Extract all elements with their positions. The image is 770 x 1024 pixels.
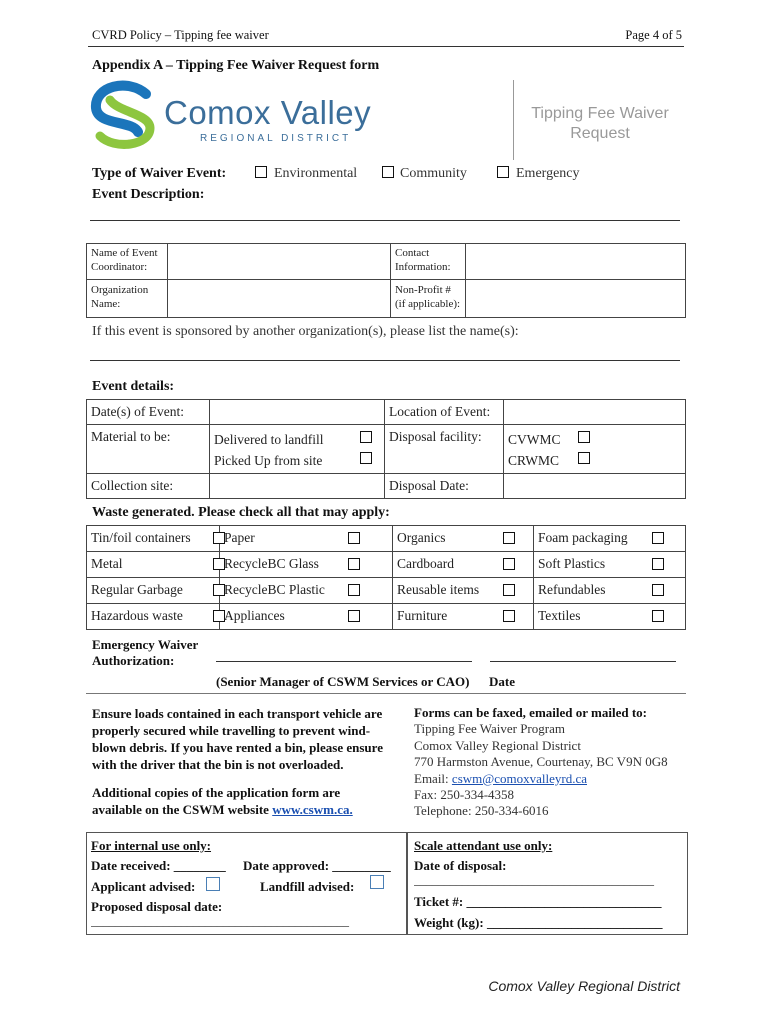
organization-label: Organization Name: bbox=[87, 280, 168, 318]
authorization-signature-line[interactable] bbox=[216, 661, 472, 662]
waste-table bbox=[86, 525, 686, 630]
collection-site-field[interactable] bbox=[210, 474, 385, 499]
waste-item bbox=[534, 604, 686, 630]
waste-item bbox=[87, 578, 220, 604]
form-title: Tipping Fee Waiver Request bbox=[531, 105, 669, 142]
waste-item bbox=[534, 552, 686, 578]
event-description-label: Event Description: bbox=[92, 187, 205, 202]
waste-item bbox=[87, 604, 220, 630]
coordinator-table bbox=[86, 243, 686, 318]
waste-item bbox=[87, 526, 220, 552]
facility-options: CVWMC CRWMC bbox=[504, 425, 686, 474]
weight-field[interactable]: Weight (kg): ___________________________ bbox=[414, 915, 663, 930]
waste-item-label: Regular Garbage bbox=[91, 582, 183, 597]
appendix-title: Appendix A – Tipping Fee Waiver Request form bbox=[92, 58, 380, 73]
internal-heading: For internal use only: bbox=[91, 838, 212, 853]
waste-item-label: Reusable items bbox=[397, 582, 480, 597]
waste-item-label: Furniture bbox=[397, 608, 448, 623]
waste-item bbox=[220, 578, 393, 604]
organization-field[interactable] bbox=[168, 280, 391, 318]
nonprofit-label: Non-Profit # (if applicable): bbox=[391, 280, 466, 318]
logo-swirl-icon bbox=[88, 80, 158, 150]
material-options: Delivered to landfill Picked Up from site bbox=[210, 425, 385, 474]
contact-heading: Forms can be faxed, emailed or mailed to: bbox=[414, 705, 647, 720]
applicant-advised-checkbox[interactable] bbox=[206, 877, 220, 891]
waste-item-checkbox[interactable] bbox=[348, 532, 360, 544]
cvwmc-checkbox[interactable] bbox=[578, 431, 590, 443]
waste-item bbox=[534, 578, 686, 604]
delivered-checkbox[interactable] bbox=[360, 431, 372, 443]
collection-site-label: Collection site: bbox=[87, 474, 210, 499]
website-link[interactable]: www.cswm.ca. bbox=[272, 802, 353, 817]
waste-item-label: Appliances bbox=[224, 608, 285, 623]
location-label: Location of Event: bbox=[385, 400, 504, 425]
environmental-label: Environmental bbox=[274, 166, 358, 181]
contact-label: Contact Information: bbox=[391, 244, 466, 280]
waste-item-label: Cardboard bbox=[397, 556, 454, 571]
date-of-disposal-label: Date of disposal: bbox=[414, 858, 507, 873]
material-label: Material to be: bbox=[87, 425, 210, 474]
contact-field[interactable] bbox=[466, 244, 686, 280]
disposal-date-field[interactable] bbox=[504, 474, 686, 499]
header-left: CVRD Policy – Tipping fee waiver bbox=[92, 28, 269, 42]
waste-item bbox=[393, 526, 534, 552]
header-right: Page 4 of 5 bbox=[625, 28, 682, 42]
waste-item bbox=[393, 578, 534, 604]
community-checkbox[interactable] bbox=[382, 166, 394, 178]
coordinator-label: Name of Event Coordinator: bbox=[87, 244, 168, 280]
waste-item-label: Hazardous waste bbox=[91, 608, 183, 623]
waste-item bbox=[393, 604, 534, 630]
event-description-line[interactable] bbox=[90, 220, 680, 221]
authorization-signer: (Senior Manager of CSWM Services or CAO) bbox=[216, 674, 470, 689]
email-link[interactable]: cswm@comoxvalleyrd.ca bbox=[451, 770, 587, 786]
waste-item-label: Refundables bbox=[538, 582, 606, 597]
waste-item-label: RecycleBC Plastic bbox=[224, 582, 325, 597]
emergency-label: Emergency bbox=[516, 166, 580, 181]
ticket-field[interactable]: Ticket #: ______________________________ bbox=[414, 894, 662, 909]
cvrd-logo bbox=[88, 80, 388, 152]
date-of-disposal-line[interactable]: ________________________________________ bbox=[414, 873, 654, 887]
coordinator-field[interactable] bbox=[168, 244, 391, 280]
waste-item-checkbox[interactable] bbox=[348, 558, 360, 570]
waste-item-checkbox[interactable] bbox=[503, 532, 515, 544]
waste-item-label: Metal bbox=[91, 556, 123, 571]
logo-name: Comox Valley bbox=[164, 94, 372, 131]
date-approved[interactable]: Date approved: _________ bbox=[243, 858, 391, 873]
waste-item-label: Paper bbox=[224, 530, 255, 545]
dates-label: Date(s) of Event: bbox=[87, 400, 210, 425]
sponsor-prompt: If this event is sponsored by another organization(s), please list the name(s): bbox=[92, 324, 519, 339]
waste-item-checkbox[interactable] bbox=[503, 584, 515, 596]
authorization-date-line[interactable] bbox=[490, 661, 676, 662]
waste-item-checkbox[interactable] bbox=[652, 558, 664, 570]
sponsor-line[interactable] bbox=[90, 360, 680, 361]
nonprofit-field[interactable] bbox=[466, 280, 686, 318]
event-details-table bbox=[86, 399, 686, 499]
community-label: Community bbox=[400, 166, 467, 181]
copies-notice: Additional copies of the application form are available on the CSWM website www.cswm.ca. bbox=[92, 785, 353, 817]
waste-item bbox=[220, 526, 393, 552]
picked-up-checkbox[interactable] bbox=[360, 452, 372, 464]
emergency-checkbox[interactable] bbox=[497, 166, 509, 178]
disposal-date-label: Disposal Date: bbox=[385, 474, 504, 499]
disposal-facility-label: Disposal facility: bbox=[385, 425, 504, 474]
waste-item bbox=[393, 552, 534, 578]
waste-item-checkbox[interactable] bbox=[652, 584, 664, 596]
waste-item-label: Textiles bbox=[538, 608, 581, 623]
landfill-advised-label: Landfill advised: bbox=[260, 879, 355, 894]
waste-item-checkbox[interactable] bbox=[348, 610, 360, 622]
waste-item bbox=[220, 552, 393, 578]
location-field[interactable] bbox=[504, 400, 686, 425]
waste-item bbox=[87, 552, 220, 578]
authorization-date: Date bbox=[489, 674, 515, 689]
authorization-label: Emergency Waiver Authorization: bbox=[92, 637, 199, 668]
waiver-type-label: Type of Waiver Event: bbox=[92, 166, 227, 181]
waste-heading: Waste generated. Please check all that may apply: bbox=[92, 505, 390, 520]
crwmc-checkbox[interactable] bbox=[578, 452, 590, 464]
landfill-advised-checkbox[interactable] bbox=[370, 875, 384, 889]
waste-item-label: RecycleBC Glass bbox=[224, 556, 319, 571]
waste-item-label: Soft Plastics bbox=[538, 556, 606, 571]
contact-block: Forms can be faxed, emailed or mailed to: Tipping Fee Waiver Program Comox Valley Regional District 770 Harmston Avenue, Courtenay, BC V9N 0G8 Email: cswm@comoxvalleyrd.ca Fax: 250-334-4358 Telephone: 250-334-6016 bbox=[414, 705, 668, 819]
waste-item-label: Foam packaging bbox=[538, 530, 628, 545]
environmental-checkbox[interactable] bbox=[255, 166, 267, 178]
proposed-date-line[interactable]: ___________________________________________ bbox=[91, 914, 349, 928]
waste-item bbox=[534, 526, 686, 552]
waste-item-checkbox[interactable] bbox=[348, 584, 360, 596]
waste-item-checkbox[interactable] bbox=[652, 532, 664, 544]
proposed-date-label: Proposed disposal date: bbox=[91, 899, 223, 914]
waste-item-checkbox[interactable] bbox=[652, 610, 664, 622]
waste-item-checkbox[interactable] bbox=[503, 558, 515, 570]
waste-item bbox=[220, 604, 393, 630]
applicant-advised-label: Applicant advised: bbox=[91, 879, 196, 894]
logo-sub: REGIONAL DISTRICT bbox=[200, 133, 352, 144]
loads-notice: Ensure loads contained in each transport vehicle are properly secured while travelling to prevent wind-blown debris. If you have rented a bin, please ensure with the driver that the bin is not overloaded. bbox=[92, 706, 383, 772]
footer-org: Comox Valley Regional District bbox=[488, 978, 680, 994]
scale-heading: Scale attendant use only: bbox=[414, 838, 553, 853]
waste-item-checkbox[interactable] bbox=[503, 610, 515, 622]
waste-item-label: Tin/foil containers bbox=[91, 530, 191, 545]
waste-item-label: Organics bbox=[397, 530, 446, 545]
dates-field[interactable] bbox=[210, 400, 385, 425]
date-received[interactable]: Date received: ________ bbox=[91, 858, 226, 873]
event-details-heading: Event details: bbox=[92, 379, 175, 394]
